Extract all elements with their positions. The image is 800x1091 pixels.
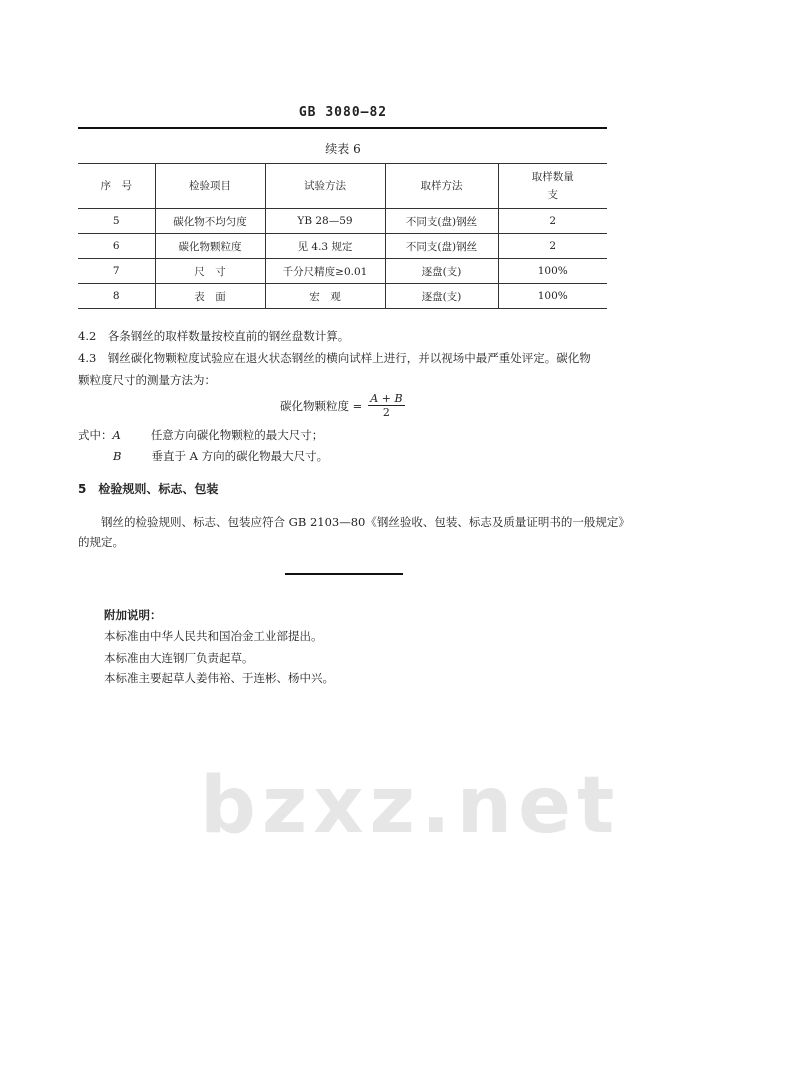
header-rule bbox=[78, 127, 607, 129]
cell: 逐盘(支) bbox=[385, 259, 498, 284]
table-row bbox=[78, 209, 607, 234]
fraction bbox=[368, 392, 404, 419]
cell: 2 bbox=[498, 209, 607, 234]
denominator: 2 bbox=[382, 406, 390, 419]
column-header-label: 取样数量 bbox=[531, 171, 574, 183]
cell: 表 面 bbox=[155, 284, 265, 309]
cell: 逐盘(支) bbox=[385, 284, 498, 309]
column-header bbox=[498, 164, 607, 209]
cell: 2 bbox=[498, 234, 607, 259]
cell: 6 bbox=[78, 234, 155, 259]
definition-text: 任意方向碳化物颗粒的最大尺寸； bbox=[150, 428, 324, 442]
section-5-line2: 的规定。 bbox=[78, 535, 124, 549]
symbol-a: A bbox=[112, 428, 121, 442]
cell: 不同支(盘)钢丝 bbox=[385, 234, 498, 259]
column-header: 试验方法 bbox=[265, 164, 385, 209]
column-header: 检验项目 bbox=[155, 164, 265, 209]
end-rule bbox=[285, 573, 403, 575]
section-5-heading: 5 检验规则、标志、包装 bbox=[78, 482, 219, 496]
note-line: 本标准由中华人民共和国冶金工业部提出。 bbox=[104, 629, 323, 643]
document-id: GB 3080—82 bbox=[298, 105, 388, 120]
cell: 不同支(盘)钢丝 bbox=[385, 209, 498, 234]
cell: 8 bbox=[78, 284, 155, 309]
cell: 7 bbox=[78, 259, 155, 284]
cell: 见 4.3 规定 bbox=[265, 234, 385, 259]
cell: 100% bbox=[498, 259, 607, 284]
definition-a bbox=[78, 427, 323, 443]
note-line: 本标准由大连钢厂负责起草。 bbox=[104, 651, 254, 665]
cell: YB 28—59 bbox=[265, 209, 385, 234]
column-header: 取样方法 bbox=[385, 164, 498, 209]
section-5-line1: 钢丝的检验规则、标志、包装应符合 GB 2103—80《钢丝验收、包装、标志及质量证明书的一般规定》 bbox=[101, 515, 630, 529]
formula bbox=[280, 392, 405, 419]
cell: 尺 寸 bbox=[155, 259, 265, 284]
table-row bbox=[78, 234, 607, 259]
test-table bbox=[78, 163, 607, 309]
table-header-row bbox=[78, 164, 607, 209]
cell: 5 bbox=[78, 209, 155, 234]
definition-text: 垂直于 A 方向的碳化物最大尺寸。 bbox=[151, 449, 329, 463]
numerator: A + B bbox=[370, 392, 403, 405]
column-unit: 支 bbox=[547, 189, 558, 201]
watermark: bzxz.net bbox=[200, 761, 621, 851]
paragraph-4-3-line2: 颗粒度尺寸的测量方法为： bbox=[78, 373, 216, 387]
paragraph-4-2: 4.2 各条钢丝的取样数量按校直前的钢丝盘数计算。 bbox=[78, 329, 350, 343]
cell: 宏 观 bbox=[265, 284, 385, 309]
symbol-b: B bbox=[113, 449, 122, 463]
table-row bbox=[78, 284, 607, 309]
table-row bbox=[78, 259, 607, 284]
where-label: 式中： bbox=[78, 428, 113, 442]
column-header: 序 号 bbox=[78, 164, 155, 209]
cell: 碳化物颗粒度 bbox=[155, 234, 265, 259]
notes-title: 附加说明： bbox=[104, 608, 162, 622]
cell: 碳化物不均匀度 bbox=[155, 209, 265, 234]
table-caption: 续表 6 bbox=[325, 142, 361, 156]
paragraph-4-3-line1: 4.3 钢丝碳化物颗粒度试验应在退火状态钢丝的横向试样上进行，并以视场中最严重处评定。碳化物 bbox=[78, 351, 591, 365]
formula-lhs: 碳化物颗粒度 = bbox=[280, 398, 363, 413]
definition-b bbox=[113, 448, 328, 464]
note-line: 本标准主要起草人姜伟裕、于连彬、杨中兴。 bbox=[104, 671, 334, 685]
cell: 100% bbox=[498, 284, 607, 309]
cell: 千分尺精度≥0.01 bbox=[265, 259, 385, 284]
